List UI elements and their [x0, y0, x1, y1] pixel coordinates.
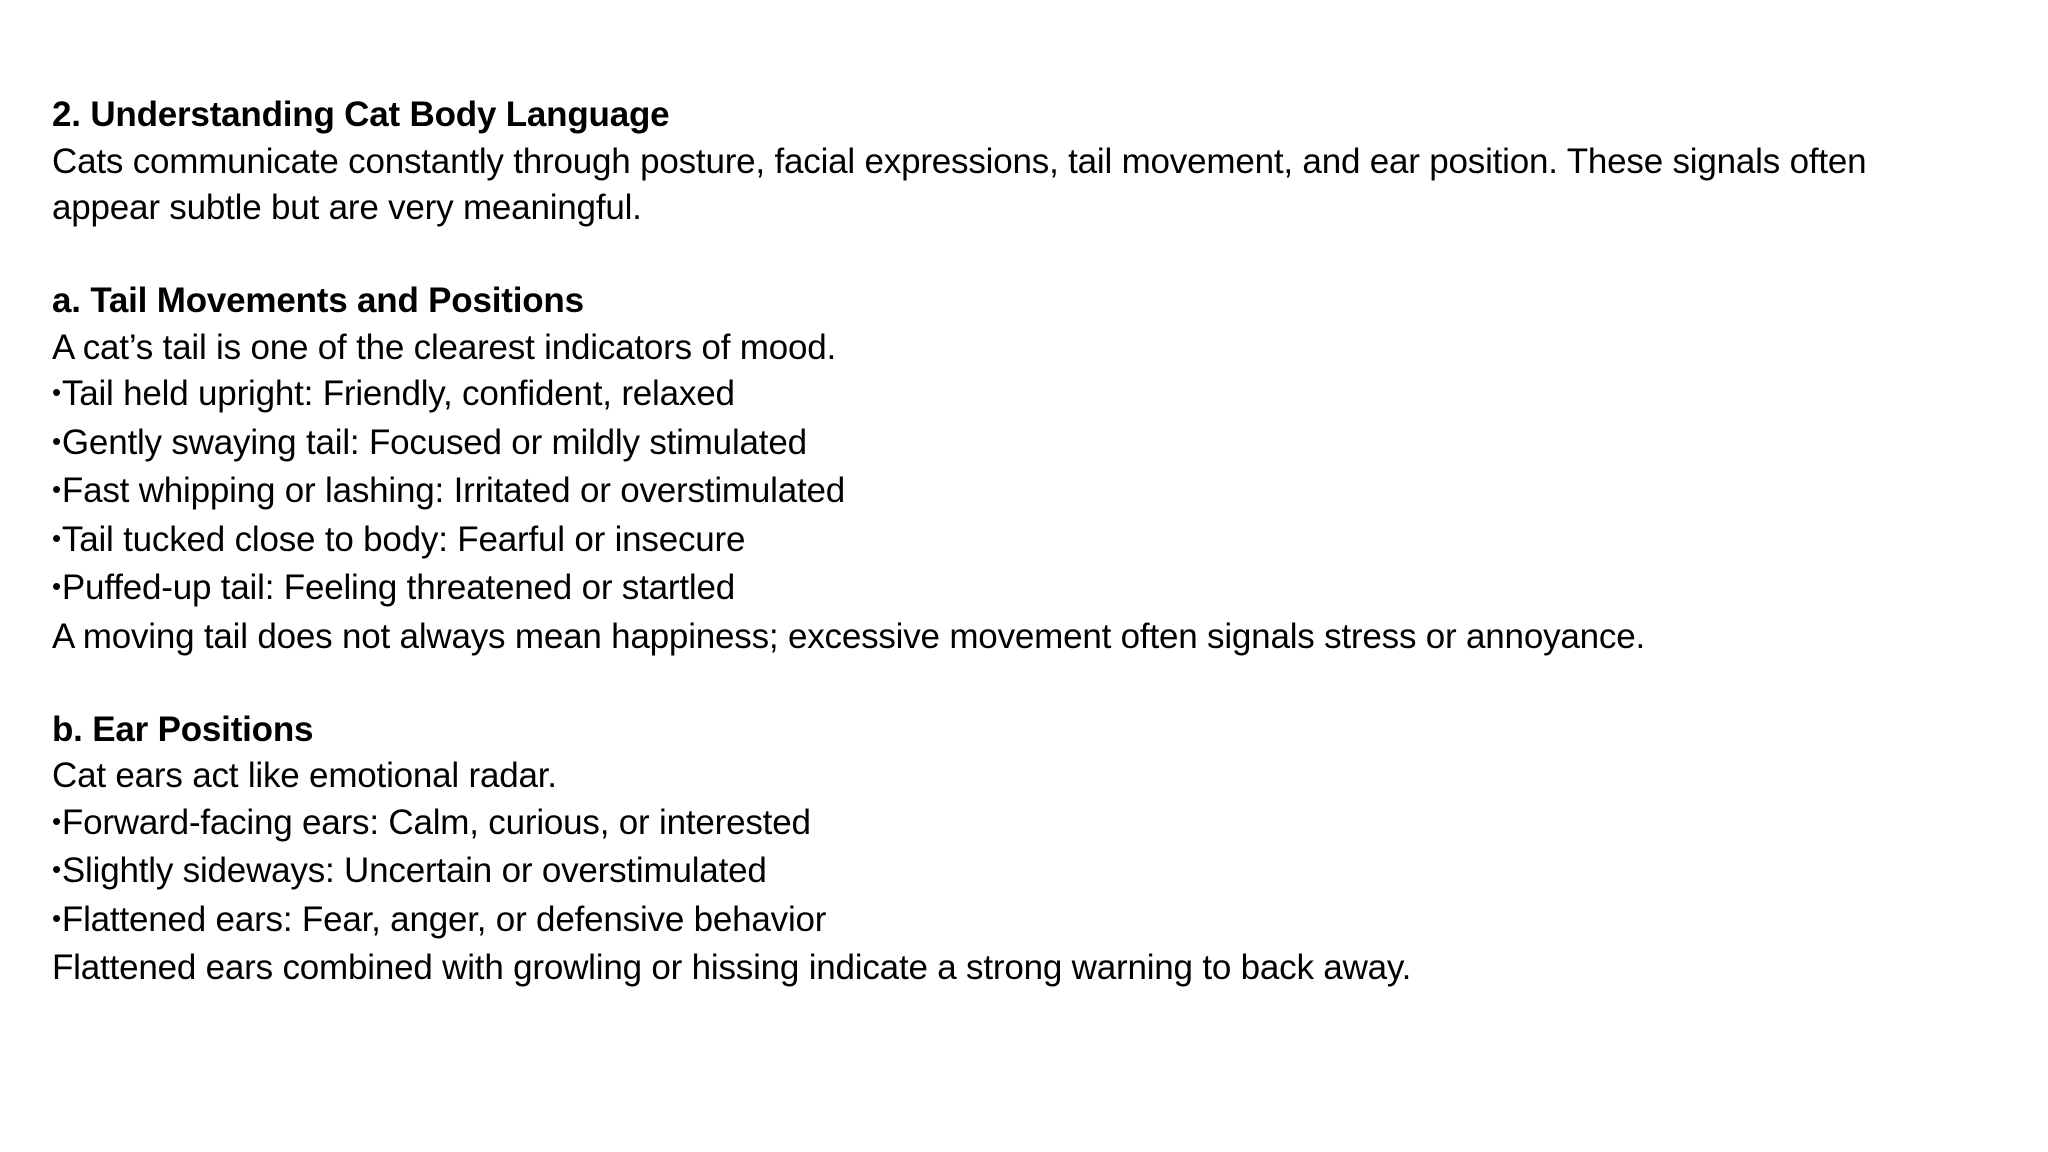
- paragraph-spacer: [52, 232, 1992, 279]
- ears-heading: b. Ear Positions: [52, 709, 314, 749]
- tail-bullet-text: Fast whipping or lashing: Irritated or overstimulated: [61, 471, 846, 510]
- bullet-icon: •: [52, 571, 61, 601]
- ears-bullet-item: [52, 848, 1992, 897]
- bullet-icon: •: [52, 425, 61, 456]
- ears-bullet-item: [52, 897, 1992, 946]
- ears-bullet-text: Slightly sideways: Uncertain or overstimulated: [61, 851, 767, 890]
- bullet-icon: •: [52, 854, 61, 884]
- tail-bullet-item: [52, 468, 1992, 517]
- section-intro-line-1: Cats communicate constantly through posture, facial expressions, tail movement, and ear position. These signals often: [52, 141, 1867, 181]
- tail-bullet-text: Puffed-up tail: Feeling threatened or startled: [61, 568, 735, 607]
- section-title: 2. Understanding Cat Body Language: [52, 95, 670, 134]
- paragraph-spacer: [52, 660, 1992, 707]
- bullet-icon: •: [52, 805, 61, 836]
- ears-note: Flattened ears combined with growling or hissing indicate a strong warning to back away.: [52, 948, 1412, 987]
- section-intro-line-2: appear subtle but are very meaningful.: [52, 188, 642, 227]
- tail-bullet-text: Tail tucked close to body: Fearful or insecure: [61, 519, 746, 559]
- ears-bullet-text: Flattened ears: Fear, anger, or defensive behavior: [61, 899, 827, 939]
- bullet-icon: •: [52, 377, 61, 407]
- tail-bullet-text: Tail held upright: Friendly, confident, relaxed: [61, 374, 735, 413]
- tail-bullet-item: [52, 517, 1992, 566]
- bullet-icon: •: [52, 522, 61, 553]
- tail-intro: A cat’s tail is one of the clearest indicators of mood.: [52, 327, 837, 367]
- bullet-icon: •: [52, 474, 61, 504]
- bullet-icon: •: [52, 902, 61, 933]
- tail-heading: a. Tail Movements and Positions: [52, 281, 584, 320]
- document-body: [52, 92, 1992, 992]
- tail-note: A moving tail does not always mean happiness; excessive movement often signals stress or annoyance.: [52, 616, 1646, 656]
- ears-intro: Cat ears act like emotional radar.: [52, 756, 557, 795]
- ears-bullet-text: Forward-facing ears: Calm, curious, or interested: [61, 802, 811, 842]
- ears-bullet-item: [52, 800, 1992, 849]
- tail-bullet-item: [52, 420, 1992, 469]
- tail-bullet-item: [52, 371, 1992, 420]
- tail-bullet-item: [52, 565, 1992, 614]
- tail-bullet-text: Gently swaying tail: Focused or mildly stimulated: [61, 422, 807, 462]
